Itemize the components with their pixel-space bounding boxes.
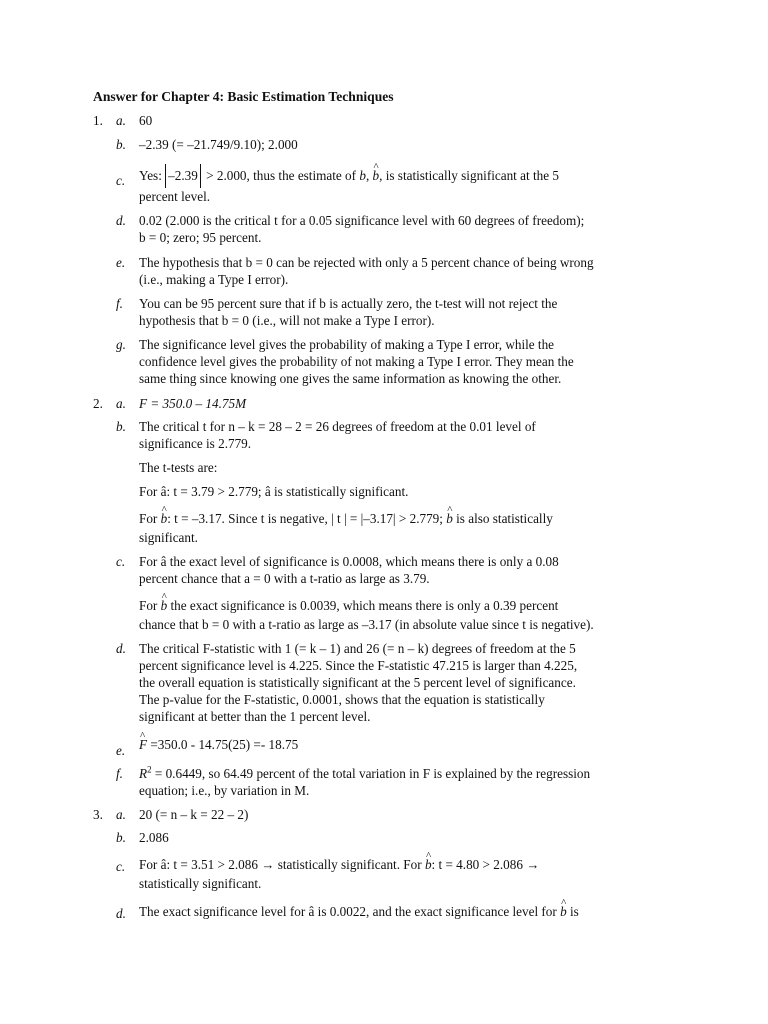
- part-letter: c.: [116, 554, 126, 569]
- part-letter: d.: [116, 213, 126, 228]
- answer-text: For â: t = 3.51 > 2.086 → statistically significant. For ^ b: t = 4.80 > 2.086 → statistically significant.: [139, 855, 679, 892]
- part-letter: d.: [116, 641, 126, 656]
- absolute-value: –2.39: [165, 164, 201, 188]
- part-letter: b.: [116, 830, 126, 845]
- part-letter: b.: [116, 137, 126, 152]
- answer-text: The hypothesis that b = 0 can be rejected with only a 5 percent chance of being wrong (i.e., making a Type I error).: [139, 255, 594, 287]
- b-hat-symbol: ^ b: [560, 902, 567, 922]
- answer-text: ^ F =350.0 - 14.75(25) =- 18.75: [139, 735, 679, 755]
- part-letter: b.: [116, 419, 126, 434]
- part-letter: e.: [116, 255, 126, 270]
- answer-text: The critical F-statistic with 1 (= k – 1) and 26 (= n – k) degrees of freedom at the 5 percent significance level is 4.225. Since the F-statistic 47.215 is larger than 4.225, the overall equation is statistically significant at the 5 percent level of significance. The p-value for the F-statistic, 0.0001, shows that the equation is statistically significant at better than the 1 percent level.: [139, 641, 578, 724]
- answer-text: 20 (= n – k = 22 – 2): [139, 807, 249, 822]
- b-hat-symbol: ^ b: [161, 509, 168, 529]
- part-letter: c.: [116, 173, 126, 188]
- part-letter: a.: [116, 113, 126, 128]
- answer-text: The critical t for n – k = 28 – 2 = 26 degrees of freedom at the 0.01 level of significance is 2.779. The t-tests are: For â: t = 3.79 > 2.779; â is statistically significant. For ^ b: t = –3.17. Since t is negative, | t | = |–3.17| > 2.779; ^ b is also statistically significant.: [139, 418, 679, 546]
- answer-text: $R^2 = 0.6449$, so 64.49 percent of the total variation in F is explained by the regression equation; i.e., by variation in M.: [139, 764, 591, 798]
- answer-text: You can be 95 percent sure that if b is actually zero, the t-test will not reject the hypothesis that b = 0 (i.e., will not make a Type I error).: [139, 296, 558, 328]
- part-letter: d.: [116, 906, 126, 921]
- part-letter: c.: [116, 859, 126, 874]
- part-letter: e.: [116, 743, 126, 758]
- b-hat-symbol: ^ b: [446, 509, 453, 529]
- part-letter: a.: [116, 807, 126, 822]
- page-title: Answer for Chapter 4: Basic Estimation Techniques: [93, 89, 394, 104]
- part-letter: g.: [116, 337, 126, 352]
- b-hat-symbol: ^ b: [161, 596, 168, 616]
- part-letter: f.: [116, 766, 123, 781]
- question-number: 2.: [93, 396, 103, 411]
- answer-text: For â the exact level of significance is 0.0008, which means there is only a 0.08 percent chance that a = 0 with a t-ratio as large as 3.79. For ^ b the exact significance is 0.0039, which means there is only a 0.39 percent chance that b = 0 with a t-ratio as large as –3.17 (in absolute value since t is negative).: [139, 553, 679, 633]
- answer-text: Yes: –2.39 > 2.000, thus the estimate of b, ^ b, is statistically significant at the 5 percent level.: [139, 164, 679, 205]
- question-number: 3.: [93, 807, 103, 822]
- b-hat-symbol: ^ b: [373, 164, 380, 188]
- answer-text: The exact significance level for â is 0.0022, and the exact significance level for ^ b is: [139, 902, 679, 922]
- part-letter: f.: [116, 296, 123, 311]
- answer-text: The significance level gives the probability of making a Type I error, while the confidence level gives the probability of not making a Type I error. They mean the same thing since knowing one gives the same information as knowing the other.: [139, 337, 574, 386]
- answer-text: –2.39 (= –21.749/9.10); 2.000: [139, 137, 298, 152]
- answer-text: 2.086: [139, 830, 169, 845]
- answer-text: 0.02 (2.000 is the critical t for a 0.05 significance level with 60 degrees of freedom); b = 0; zero; 95 percent.: [139, 213, 585, 245]
- part-letter: a.: [116, 396, 126, 411]
- answer-text: 60: [139, 113, 153, 128]
- b-hat-symbol: ^ b: [425, 855, 432, 875]
- f-hat-symbol: ^ F: [139, 735, 147, 755]
- question-number: 1.: [93, 113, 103, 128]
- answer-text: F = 350.0 – 14.75M: [139, 396, 247, 411]
